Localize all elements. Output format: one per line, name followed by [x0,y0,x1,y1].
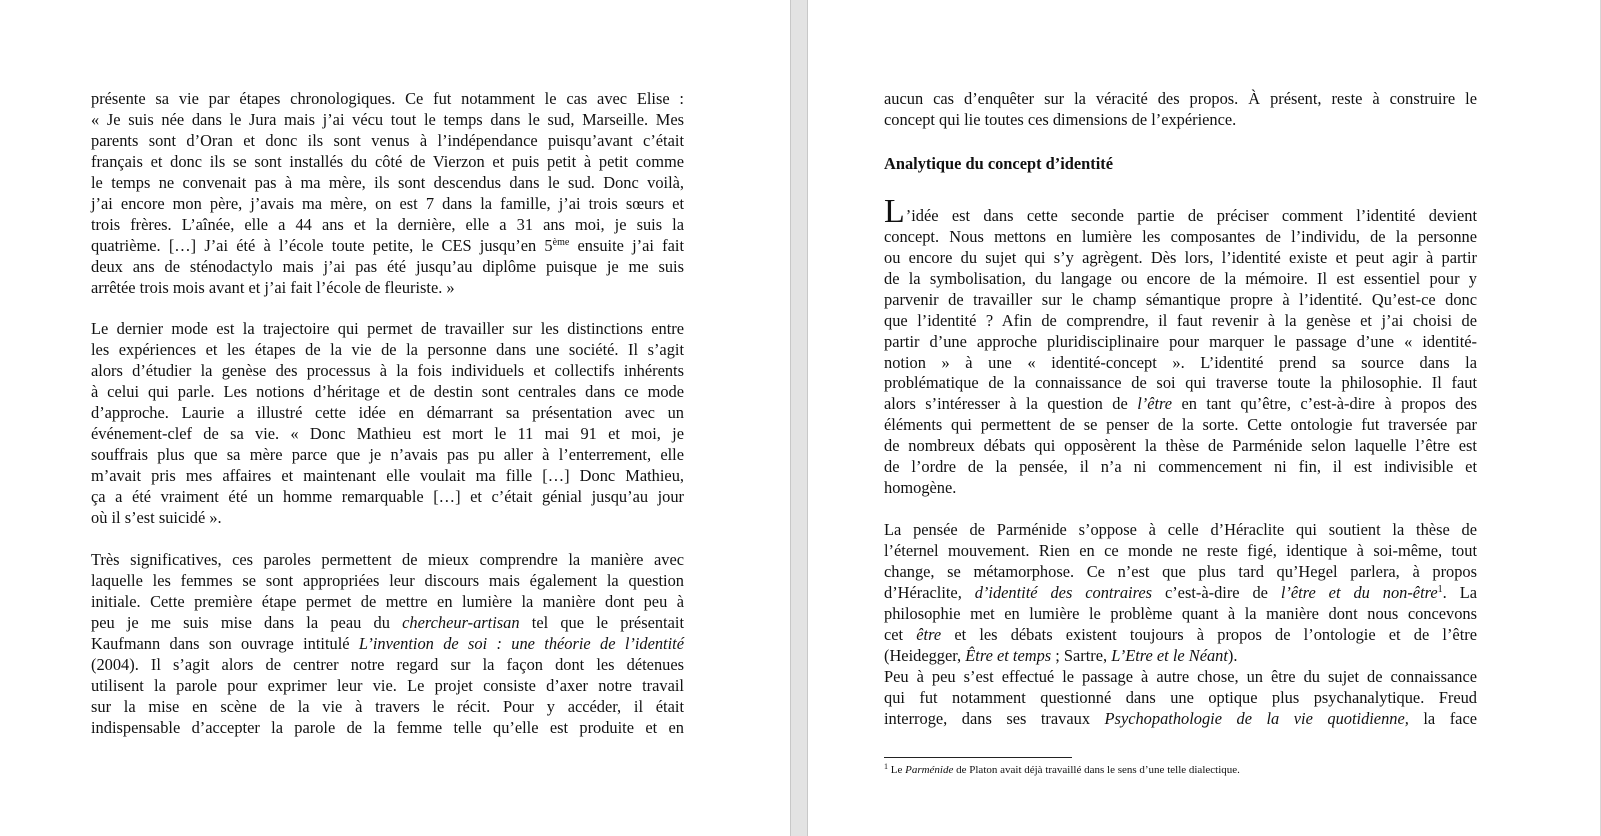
text-line: alors s’intéresser à la question de l’être en tant qu’être, c’est-à-dire à propos des [884,394,1477,414]
footnote-separator [884,757,1072,758]
text-line: quatrième. […] J’ai été à l’école toute petite, le CES jusqu’en 5ème ensuite j’ai fait [91,235,685,255]
drop-cap: L [884,192,905,230]
text-line: de l’ordre de la pensée, il n’a ni commencement ni fin, il est indivisible et [884,457,1477,477]
text-line: où il s’est suicidé ». [91,508,222,528]
paragraph-significatives [91,550,684,739]
text-line: de nombreux débats qui opposèrent la thèse de Parménide selon laquelle l’être est [884,436,1477,456]
text-line: que l’identité ? Afin de comprendre, il faut revenir à la genèse et j’ai choisi de [884,310,1477,330]
text-line: La pensée de Parménide s’oppose à celle d’Héraclite qui soutient la thèse de [884,520,1477,540]
text-line: alors d’étudier la genèse des processus à la fois individuels et collectifs inhérents [91,361,684,381]
text-line: arrêtée trois mois avant et j’ai fait l’école de fleuriste. » [91,277,455,297]
text-line: j’ai encore mon père, j’avais ma mère, on est 7 dans la famille, j’ai trois sœurs et [91,193,684,213]
text-line: souffrais plus que sa mère parce que je n’avais pas pu aller à l’enterrement, elle [91,445,684,465]
text-line: m’avait pris mes affaires et maintenant elle voulait ma fille […] Donc Mathieu, [91,466,684,486]
section-heading: Analytique du concept d’identité [884,153,1114,173]
book-title: L’Etre et le Néant [1111,645,1228,665]
text-line: problématique de la connaissance de soi qui traverse toute la philosophie. Il faut [884,373,1477,393]
text-line: indispensable d’accepter la parole de la femme telle qu’elle est produite et en [91,717,684,737]
text-line: Peu à peu s’est effectué le passage à autre chose, un être du sujet de connaissance [884,666,1477,686]
italic-term: l’être et du non-être [1280,583,1438,602]
text-line: (Heidegger, Être et temps ; Sartre, L’Etre et le Néant). [884,645,1238,665]
text-line: notion » à une « identité-concept ». L’identité prend sa source dans la [884,352,1477,372]
italic-term: d’identité des contraires [974,583,1153,602]
text-line: partir d’une approche pluridisciplinaire pour marquer le passage d’une « identité- [884,331,1477,351]
book-title: L’invention de soi : une théorie de l’identité [358,633,684,653]
footnote-number: 1 [884,762,888,771]
text-line: philosophie met en lumière le problème quant à la manière dont nous concevons [884,603,1477,623]
book-title: Parménide [905,764,954,776]
text-line: éléments qui permettent de se penser de la sorte. Cette ontologie fut traversée par [884,415,1477,435]
paragraph-intro [884,89,1477,131]
italic-term: être [916,624,942,644]
text-line: homogène. [884,478,957,498]
text-line: deux ans de sténodactylo mais j’ai pas été jusqu’au diplôme puisque je me suis [91,256,684,276]
text-line: Très significatives, ces paroles permettent de mieux comprendre la manière avec [91,549,684,569]
text-line: français et donc ils se sont installés du côté de Vierzon et puis petit à petit comme [91,151,684,171]
italic-term: chercheur-artisan [402,612,520,632]
text-line: initiale. Cette première étape permet de mettre en lumière la manière dont peu à [91,591,684,611]
text-line: aucun cas d’enquêter sur la véracité des propos. À présent, reste à construire le [884,89,1477,108]
book-title: Psychopathologie de la vie quotidienne, [1104,708,1409,728]
paragraph-parmenide [884,520,1477,667]
text-line: laquelle les femmes se sont appropriées leur discours mais également la question [91,570,684,590]
text-line: ça a été vraiment été un homme remarquable […] et c’était génial jusqu’au jour [91,487,684,507]
footnote-reference[interactable]: 1 [1437,584,1443,595]
text-line: L’idée est dans cette seconde partie de préciser comment l’identité devient [884,192,1477,230]
italic-term: l’être [1137,394,1173,414]
text-line: présente sa vie par étapes chronologiques. Ce fut notamment le cas avec Elise : [91,89,684,108]
superscript: ème [552,236,570,248]
text-line: parents sont d’Oran et donc ils sont venus à l’indépendance puisqu’avant c’était [91,130,684,150]
footnote: $^1$ Le Parménide de Platon avait déjà travaillé dans le sens d’une telle dialectique. [884,762,1240,776]
paragraph-freud [884,667,1477,730]
text-line: Kaufmann dans son ouvrage intitulé L’invention de soi : une théorie de l’identité [91,633,684,653]
text-line: cet être et les débats existent toujours à propos de l’ontologie et de l’être [884,624,1477,644]
text-line: peu je me suis mise dans la peau du chercheur-artisan tel que le présentait [91,612,684,632]
text-line: Le dernier mode est la trajectoire qui permet de travailler sur les distinctions entre [91,319,684,339]
text-line: d’Héraclite, d’identité des contraires c’est-à-dire de l’être et du non-être$^1$. La [884,583,1477,602]
left-page-text [91,89,684,739]
text-line: « Je suis née dans le Jura mais j’ai vécu tout le temps dans le sud, Marseille. Mes [91,109,684,129]
text-line: trois frères. L’aînée, elle a 44 ans et la dernière, elle a 31 ans moi, je suis la [91,214,684,234]
text-line: change, se métamorphose. Ce n’est que plus tard qu’Hegel parlera, à propos [884,562,1477,582]
text-line: concept qui lie toutes ces dimensions de l’expérience. [884,109,1237,129]
text-line: d’approche. Laurie a illustré cette idée en démarrant sa présentation avec un [91,403,684,423]
text-line: qui fut notamment questionné dans une optique plus psychanalytique. Freud [884,687,1477,707]
text-line: utilisent la parole pour exprimer leur vie. Le projet consiste d’axer notre travail [91,675,684,695]
text-line: le temps ne convenait pas à ma mère, ils sont descendus dans le sud. Donc voilà, [91,172,684,192]
paragraph-elise-quote [91,89,684,299]
book-title: Être et temps [965,645,1052,665]
text-line: de la symbolisation, du langage ou encore de la mémoire. Il est essentiel pour y [884,268,1477,288]
text-line: ou encore du sujet qui s’y agrègent. Dès lors, l’identité existe et peut agir à partir [884,247,1477,267]
page-gutter [790,0,808,836]
paragraph-trajectoire [91,319,684,529]
text-line: les expériences et les étapes de la vie de la personne dans une société. Il s’agit [91,340,684,360]
text-line: l’éternel mouvement. Rien en ce monde ne reste figé, identique à soi-même, tout [884,541,1477,561]
paragraph-identite-concept [884,192,1477,499]
text-line: (2004). Il s’agit alors de centrer notre regard sur la façon dont les détenues [91,654,684,674]
text-line: parvenir de travailler sur le champ sémantique propre à l’identité. Qu’est-ce donc [884,289,1477,309]
text-line: événement-clef de sa vie. « Donc Mathieu est mort le 11 mai 91 et moi, je [91,424,684,444]
text-line: interroge, dans ses travaux Psychopathologie de la vie quotidienne, la face [884,708,1478,728]
right-page[interactable] [808,0,1601,836]
text-line: sur la mise en scène de la vie à travers le récit. Pour y accéder, il était [91,696,684,716]
right-page-text [884,89,1477,730]
left-page[interactable] [0,0,790,836]
text-line: à celui qui parle. Les notions d’héritage et de destin sont centrales dans ce mode [91,382,684,402]
text-line: concept. Nous mettons en lumière les composantes de l’individu, de la personne [884,226,1477,246]
